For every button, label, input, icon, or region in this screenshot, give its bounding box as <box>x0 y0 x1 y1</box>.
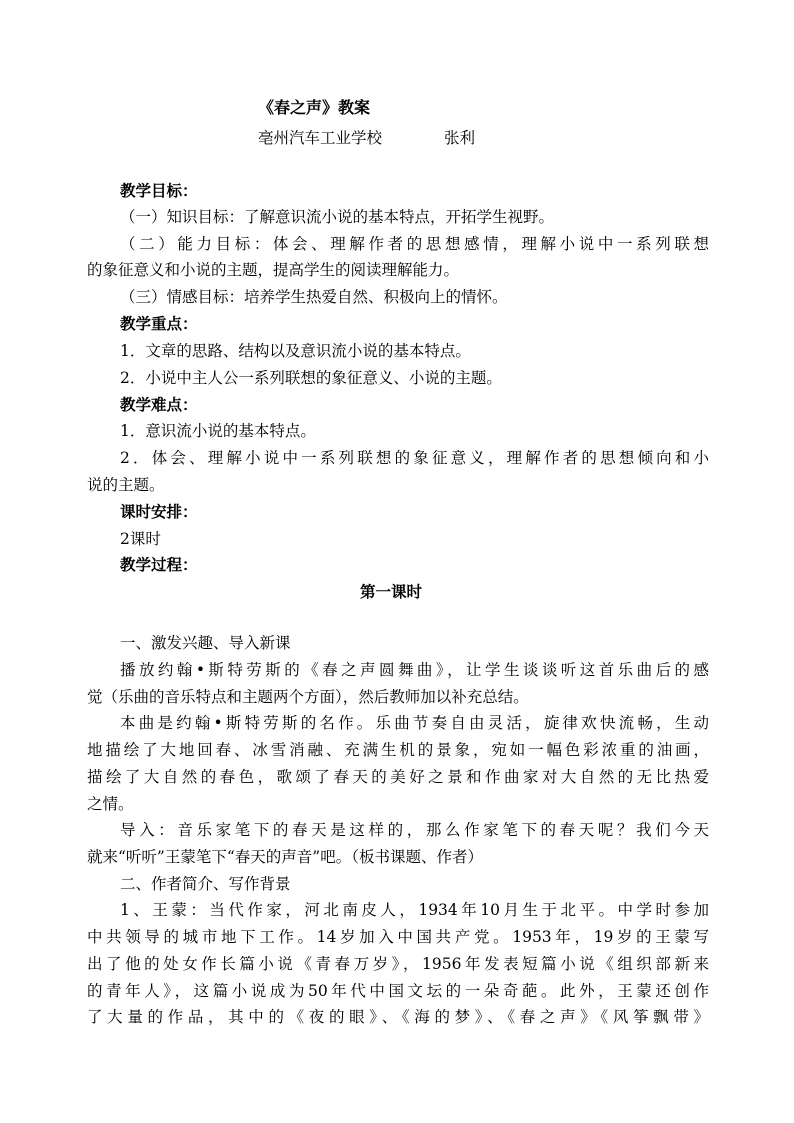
para-lead-in-line2: 就来“听听”王蒙笔下“春天的声音”吧。（板书课题、作者） <box>87 848 483 866</box>
schedule-heading: 课时安排： <box>120 502 198 521</box>
lesson-title: 第一课时 <box>360 582 423 601</box>
schedule-value: 2课时 <box>120 530 161 548</box>
school-name: 亳州汽车工业学校 <box>258 129 383 147</box>
section-intro-heading: 一、激发兴趣、导入新课 <box>120 634 291 652</box>
para-piece-line1: 本曲是约翰•斯特劳斯的名作。乐曲节奏自由灵活，旋律欢快流畅，生动 <box>120 714 709 732</box>
para-author-line1: 1、王蒙：当代作家，河北南皮人，1934年10月生于北平。中学时参加 <box>120 901 709 919</box>
para-author-line2: 中共领导的城市地下工作。14岁加入中国共产党。1953年，19岁的王蒙写 <box>87 928 709 946</box>
section-author-heading: 二、作者简介、写作背景 <box>120 875 291 893</box>
para-author-line3: 出了他的处女作长篇小说《青春万岁》，1956年发表短篇小说《组织部新来 <box>87 955 709 973</box>
goal-ability-line2: 的象征意义和小说的主题，提高学生的阅读理解能力。 <box>87 261 460 279</box>
difficulty-2-line1: 2．体会、理解小说中一系列联想的象征意义，理解作者的思想倾向和小 <box>120 449 709 467</box>
para-lead-in-line1: 导入：音乐家笔下的春天是这样的，那么作家笔下的春天呢？我们今天 <box>120 821 709 839</box>
para-author-line5: 了大量的作品，其中的《夜的眼》、《海的梦》、《春之声》《风筝飘带》 <box>87 1008 709 1026</box>
difficulty-1: 1．意识流小说的基本特点。 <box>120 422 316 440</box>
para-piece-line3: 描绘了大自然的春色，歌颂了春天的美好之景和作曲家对大自然的无比热爱 <box>87 768 709 786</box>
goal-ability-line1: （二）能力目标：体会、理解作者的思想感情，理解小说中一系列联想 <box>120 235 709 253</box>
author-name: 张利 <box>444 129 476 147</box>
difficulties-heading: 教学难点： <box>120 395 198 414</box>
para-music-line2: 觉（乐曲的音乐特点和主题两个方面），然后教师加以补充总结。 <box>87 688 529 706</box>
goal-knowledge: （一）知识目标：了解意识流小说的基本特点，开拓学生视野。 <box>120 208 555 226</box>
difficulty-2-line2: 说的主题。 <box>87 476 165 494</box>
key-points-heading: 教学重点： <box>120 314 198 333</box>
para-piece-line2: 地描绘了大地回春、冰雪消融、充满生机的景象，宛如一幅色彩浓重的油画， <box>87 741 709 759</box>
document-title: 《春之声》教案 <box>258 98 371 117</box>
para-author-line4: 的青年人》，这篇小说成为50年代中国文坛的一朵奇葩。此外，王蒙还创作 <box>87 982 709 1000</box>
para-music-line1: 播放约翰•斯特劳斯的《春之声圆舞曲》，让学生谈谈听这首乐曲后的感 <box>120 661 709 679</box>
key-point-1: 1．文章的思路、结构以及意识流小说的基本特点。 <box>120 342 471 360</box>
para-piece-line4: 之情。 <box>87 795 134 813</box>
process-heading: 教学过程： <box>120 555 198 574</box>
goal-emotion: （三）情感目标：培养学生热爱自然、积极向上的情怀。 <box>120 288 508 306</box>
goals-heading: 教学目标： <box>120 181 198 200</box>
key-point-2: 2．小说中主人公一系列联想的象征意义、小说的主题。 <box>120 369 502 387</box>
